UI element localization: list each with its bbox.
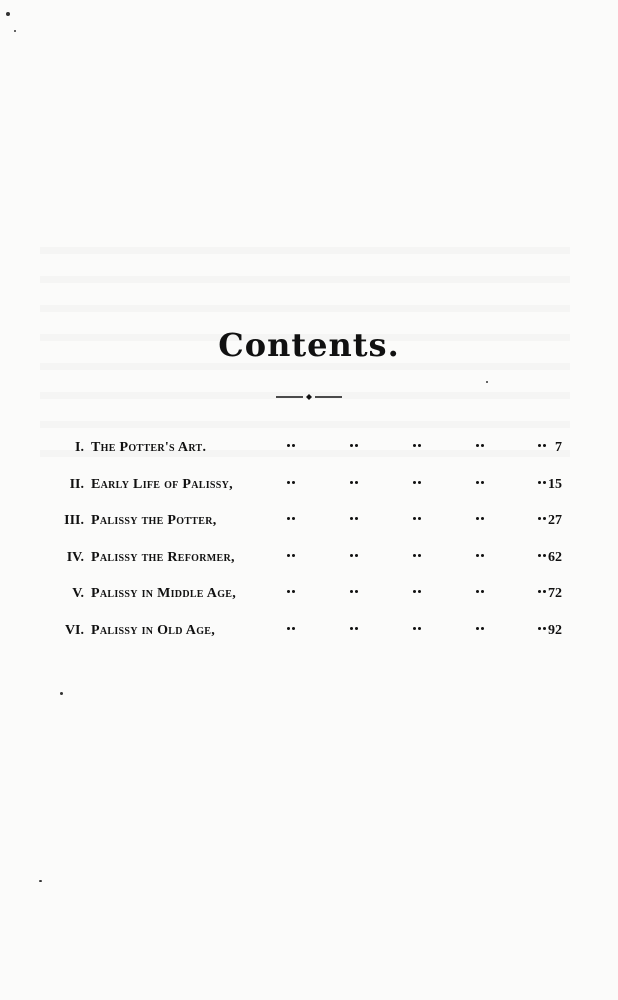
leader-dot: [413, 627, 423, 631]
dot-leader: [272, 590, 542, 600]
toc-entry[interactable]: [40, 582, 572, 619]
page-number: 92: [548, 622, 562, 638]
leader-dot: [350, 444, 360, 448]
contents-heading: Contents.: [218, 326, 400, 364]
leader-dot: [350, 481, 360, 485]
chapter-number: I.: [75, 440, 84, 455]
leader-dot: [350, 554, 360, 558]
leader-dot: [476, 517, 486, 521]
leader-dot: [413, 590, 423, 594]
toc-entry[interactable]: [40, 473, 572, 510]
dot-leader: [272, 517, 542, 527]
leader-dot: [350, 627, 360, 631]
table-of-contents: [40, 436, 572, 656]
dot-leader: [272, 444, 542, 454]
ink-speck: [60, 692, 63, 695]
chapter-title: Palissy in Old Age,: [91, 622, 216, 638]
chapter-title: The Potter's Art.: [91, 440, 207, 455]
page-number: 7: [555, 440, 562, 455]
ink-speck: [486, 381, 488, 383]
page-number: 15: [548, 476, 562, 492]
leader-dot: [413, 554, 423, 558]
leader-dot: [476, 554, 486, 558]
page-number: 62: [548, 549, 562, 565]
toc-entry[interactable]: [40, 546, 572, 583]
leader-dot: [287, 554, 297, 558]
chapter-number: III.: [64, 513, 84, 529]
leader-dot: [413, 481, 423, 485]
leader-dot: [413, 517, 423, 521]
ink-speck: [14, 30, 16, 32]
chapter-number: V.: [72, 586, 84, 602]
leader-dot: [476, 444, 486, 448]
leader-dot: [287, 627, 297, 631]
dot-leader: [272, 481, 542, 491]
dot-leader: [272, 554, 542, 564]
toc-entry[interactable]: [40, 619, 572, 656]
leader-dot: [413, 444, 423, 448]
chapter-title: Palissy the Reformer,: [91, 549, 235, 565]
chapter-title: Palissy in Middle Age,: [91, 586, 237, 602]
leader-dot: [287, 481, 297, 485]
ornamental-rule: [276, 390, 342, 404]
chapter-number: II.: [69, 476, 84, 492]
dot-leader: [272, 627, 542, 637]
toc-entry[interactable]: [40, 509, 572, 546]
leader-dot: [476, 481, 486, 485]
leader-dot: [538, 590, 548, 594]
leader-dot: [538, 627, 548, 631]
leader-dot: [287, 517, 297, 521]
leader-dot: [538, 444, 548, 448]
leader-dot: [287, 590, 297, 594]
leader-dot: [538, 554, 548, 558]
leader-dot: [476, 627, 486, 631]
page-number: 27: [548, 513, 562, 529]
chapter-title: Palissy the Potter,: [91, 513, 217, 529]
chapter-number: IV.: [66, 549, 84, 565]
page-number: 72: [548, 586, 562, 602]
chapter-number: VI.: [64, 622, 84, 638]
leader-dot: [287, 444, 297, 448]
leader-dot: [350, 590, 360, 594]
leader-dot: [538, 517, 548, 521]
leader-dot: [350, 517, 360, 521]
chapter-title: Early Life of Palissy,: [91, 476, 233, 492]
ink-speck: [39, 880, 42, 882]
leader-dot: [476, 590, 486, 594]
ink-speck: [6, 12, 10, 16]
toc-entry[interactable]: [40, 436, 572, 473]
leader-dot: [538, 481, 548, 485]
